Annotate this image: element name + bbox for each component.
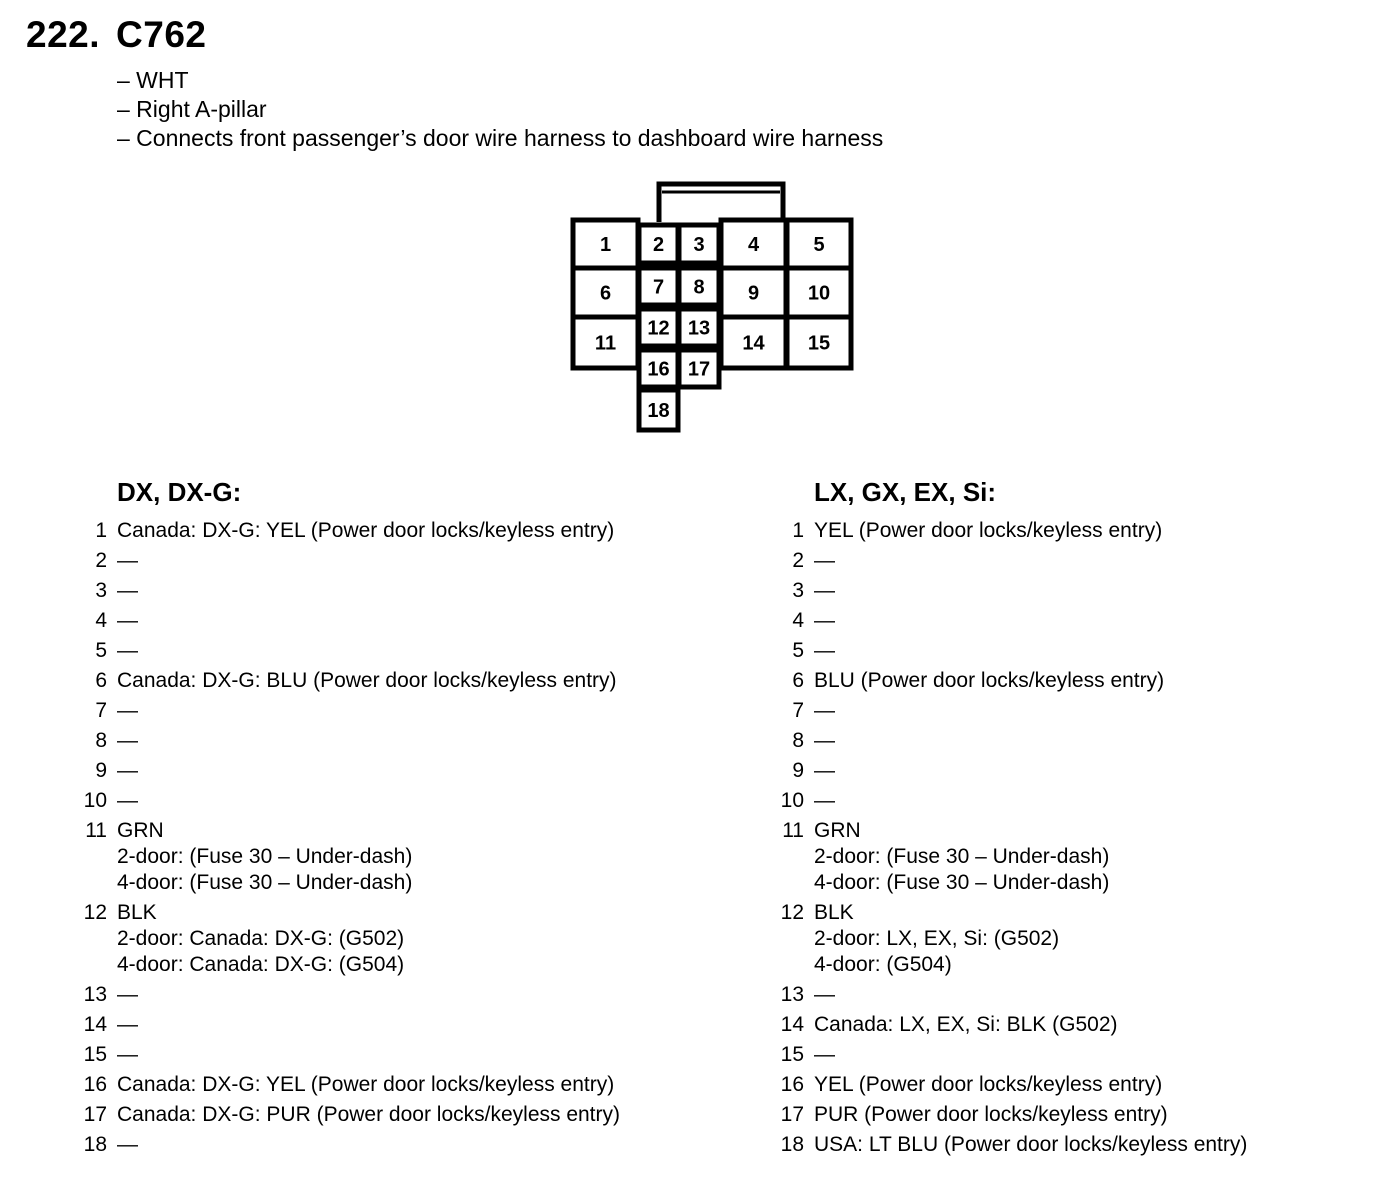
pin-description: Canada: DX-G: YEL (Power door locks/keyless entry) <box>117 1073 615 1096</box>
pin-description: — <box>814 579 835 602</box>
pin-number: 17 <box>780 1103 804 1126</box>
pin-number: 12 <box>780 901 804 924</box>
pin-description: YEL (Power door locks/keyless entry) <box>814 519 1163 542</box>
pin-variant: 4-door: (G504) <box>814 953 952 976</box>
pin-number: 4 <box>792 609 804 632</box>
pin-description: USA: LT BLU (Power door locks/keyless entry) <box>814 1133 1248 1156</box>
pin-row <box>70 758 620 784</box>
cavity-label-10: 10 <box>807 282 831 305</box>
pin-row <box>767 578 1247 604</box>
pin-variant: 2-door: Canada: DX-G: (G502) <box>117 927 405 950</box>
pin-number: 7 <box>95 699 107 722</box>
pin-description: BLU (Power door locks/keyless entry) <box>814 669 1165 692</box>
cavity-label-18: 18 <box>647 400 670 422</box>
pin-row <box>767 982 1247 1008</box>
pin-row <box>70 578 620 604</box>
cavity-label-7: 7 <box>652 276 665 299</box>
right-column-heading: LX, GX, EX, Si: <box>814 477 997 507</box>
pin-description: — <box>117 579 138 602</box>
pin-row <box>70 698 620 724</box>
pin-number: 3 <box>95 579 107 602</box>
pin-number: 15 <box>83 1043 107 1066</box>
pin-description: — <box>117 609 138 632</box>
right-pin-list <box>767 518 1247 1162</box>
pin-number: 11 <box>85 819 107 842</box>
pin-number: 5 <box>792 639 804 662</box>
cavity-label-8: 8 <box>693 276 705 299</box>
pin-variant: 4-door: Canada: DX-G: (G504) <box>117 953 405 976</box>
pin-row <box>767 1132 1247 1158</box>
pin-row <box>70 548 620 574</box>
pin-number: 12 <box>83 901 107 924</box>
connector-latch <box>659 184 783 222</box>
pin-row <box>767 1102 1247 1128</box>
note-location: – Right A-pillar <box>117 96 267 122</box>
pin-row <box>70 728 620 754</box>
pin-variant: 2-door: (Fuse 30 – Under-dash) <box>814 845 1110 868</box>
pin-row <box>70 638 620 664</box>
pin-number: 1 <box>95 519 107 542</box>
pin-row <box>70 900 620 978</box>
pin-row <box>767 900 1247 978</box>
connector-face-diagram <box>0 0 1376 460</box>
cavity-label-15: 15 <box>807 332 831 355</box>
pin-row <box>70 788 620 814</box>
pin-number: 18 <box>83 1133 107 1156</box>
left-pin-list <box>70 518 620 1162</box>
pin-number: 11 <box>782 819 804 842</box>
cavity-label-13: 13 <box>687 317 711 340</box>
pin-number: 16 <box>83 1073 107 1096</box>
pin-number: 6 <box>95 669 107 692</box>
pin-row <box>70 1072 620 1098</box>
pin-row <box>70 1042 620 1068</box>
pin-row <box>767 1012 1247 1038</box>
cavity-label-14: 14 <box>742 332 765 355</box>
pin-description: — <box>117 1133 138 1156</box>
pin-number: 7 <box>792 699 804 722</box>
pin-description: — <box>814 609 835 632</box>
pin-number: 8 <box>95 729 107 752</box>
pin-description: — <box>117 729 138 752</box>
pin-number: 2 <box>792 549 804 572</box>
pin-number: 16 <box>780 1073 804 1096</box>
note-color: – WHT <box>117 67 189 93</box>
pin-description: — <box>117 549 138 572</box>
pin-description: Canada: LX, EX, Si: BLK (G502) <box>814 1013 1118 1036</box>
pin-row <box>767 728 1247 754</box>
pin-description: — <box>117 1043 138 1066</box>
pin-description: — <box>117 639 138 662</box>
cavity-label-16: 16 <box>647 358 670 381</box>
pin-row <box>767 1042 1247 1068</box>
pin-description: — <box>117 1013 138 1036</box>
pin-description: BLK <box>814 901 854 924</box>
pin-number: 8 <box>792 729 804 752</box>
pin-description: PUR (Power door locks/keyless entry) <box>814 1103 1168 1126</box>
connector-id: C762 <box>116 14 207 55</box>
pin-description: — <box>814 983 835 1006</box>
cavity-label-17: 17 <box>687 358 711 381</box>
pin-description: — <box>814 699 835 722</box>
pin-row <box>767 668 1247 694</box>
pin-number: 13 <box>83 983 107 1006</box>
pin-number: 3 <box>792 579 804 602</box>
pin-row <box>767 608 1247 634</box>
cavity-group <box>573 220 851 430</box>
pin-row <box>70 1102 620 1128</box>
pin-row <box>767 638 1247 664</box>
pin-description: — <box>814 729 835 752</box>
cavity-label-2: 2 <box>652 234 665 256</box>
pin-description: — <box>117 699 138 722</box>
pin-number: 14 <box>83 1013 107 1036</box>
pin-number: 10 <box>83 789 107 812</box>
pin-row <box>70 982 620 1008</box>
cavity-label-9: 9 <box>747 282 760 305</box>
section-number: 222. <box>26 14 101 55</box>
pin-description: Canada: DX-G: PUR (Power door locks/keyless entry) <box>117 1103 621 1126</box>
pin-description: Canada: DX-G: YEL (Power door locks/keyless entry) <box>117 519 615 542</box>
pin-number: 6 <box>792 669 804 692</box>
pin-description: — <box>117 759 138 782</box>
pin-row <box>767 758 1247 784</box>
pin-row <box>767 698 1247 724</box>
pin-number: 18 <box>780 1133 804 1156</box>
pin-row <box>70 1132 620 1158</box>
pin-description: — <box>117 983 138 1006</box>
pin-description: BLK <box>117 901 157 924</box>
cavity-label-4: 4 <box>747 234 760 256</box>
pin-row <box>767 818 1247 896</box>
pin-variant: 2-door: (Fuse 30 – Under-dash) <box>117 845 413 868</box>
pin-number: 4 <box>95 609 107 632</box>
pin-row <box>767 548 1247 574</box>
pin-description: GRN <box>117 819 164 842</box>
pin-number: 14 <box>780 1013 804 1036</box>
pin-row <box>767 518 1247 544</box>
left-column-heading: DX, DX-G: <box>117 477 242 507</box>
pin-row <box>70 668 620 694</box>
pin-number: 9 <box>95 759 107 782</box>
pin-variant: 4-door: (Fuse 30 – Under-dash) <box>117 871 413 894</box>
pin-description: — <box>814 1043 835 1066</box>
cavity-label-6: 6 <box>599 282 612 305</box>
pin-description: Canada: DX-G: BLU (Power door locks/keyless entry) <box>117 669 617 692</box>
cavity-label-3: 3 <box>693 234 705 256</box>
pin-variant: 4-door: (Fuse 30 – Under-dash) <box>814 871 1110 894</box>
pin-number: 17 <box>83 1103 107 1126</box>
pin-number: 13 <box>780 983 804 1006</box>
cavity-label-5: 5 <box>813 234 825 256</box>
cavity-label-12: 12 <box>647 317 670 340</box>
pin-row <box>70 608 620 634</box>
pin-description: — <box>814 789 835 812</box>
pin-variant: 2-door: LX, EX, Si: (G502) <box>814 927 1060 950</box>
pin-row <box>70 818 620 896</box>
pin-row <box>767 1072 1247 1098</box>
pin-description: — <box>814 759 835 782</box>
pin-number: 5 <box>95 639 107 662</box>
pin-description: — <box>814 639 835 662</box>
pin-row <box>70 1012 620 1038</box>
note-connection: – Connects front passenger’s door wire harness to dashboard wire harness <box>117 125 884 151</box>
pin-number: 2 <box>95 549 107 572</box>
pin-number: 15 <box>780 1043 804 1066</box>
pin-row <box>767 788 1247 814</box>
pin-description: — <box>814 549 835 572</box>
pin-description: YEL (Power door locks/keyless entry) <box>814 1073 1163 1096</box>
pin-number: 9 <box>792 759 804 782</box>
pin-description: GRN <box>814 819 861 842</box>
pin-description: — <box>117 789 138 812</box>
cavity-label-1: 1 <box>599 234 612 256</box>
pin-row <box>70 518 620 544</box>
pin-number: 1 <box>792 519 804 542</box>
cavity-label-11: 11 <box>594 332 617 355</box>
pin-number: 10 <box>780 789 804 812</box>
